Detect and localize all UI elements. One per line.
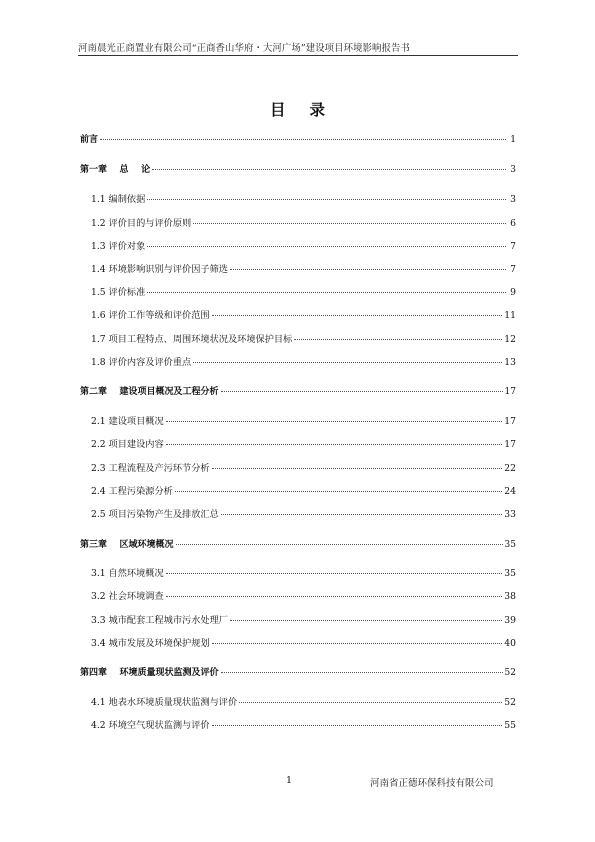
toc-entry-label: 第三章 区域环境概况 <box>80 540 174 550</box>
dot-leader <box>100 139 506 140</box>
dot-leader <box>175 491 502 492</box>
toc-entry-label: 2.5 项目污染物产生及排放汇总 <box>91 509 219 520</box>
toc-entry-label: 第四章 环境质量现状监测及评价 <box>80 668 219 678</box>
dot-leader <box>166 573 503 574</box>
dot-leader <box>147 292 506 293</box>
toc-entry-page: 39 <box>504 615 516 626</box>
toc-entry-page: 11 <box>504 310 516 321</box>
dot-leader <box>166 444 503 445</box>
toc-entry-page: 55 <box>504 720 516 731</box>
toc-entry-label: 4.1 地表水环境质量现状监测与评价 <box>91 697 238 708</box>
toc-entry-chapter-1[interactable] <box>80 164 516 176</box>
toc-entry-page: 17 <box>504 387 516 397</box>
toc-entry-label: 1.8 评价内容及评价重点 <box>91 357 192 368</box>
toc-entry-section-3-1[interactable] <box>80 568 516 580</box>
toc-entry-section-1-5[interactable] <box>80 287 516 299</box>
dot-leader <box>147 199 506 200</box>
toc-entry-page: 40 <box>504 638 516 649</box>
dot-leader <box>221 672 503 673</box>
dot-leader <box>193 362 502 363</box>
toc-entry-page: 17 <box>504 416 516 427</box>
toc-entry-page: 9 <box>510 287 516 298</box>
toc-entry-label: 第一章 总 论 <box>80 165 151 175</box>
toc-entry-label: 1.3 评价对象 <box>91 241 146 252</box>
toc-entry-chapter-2[interactable] <box>80 386 516 398</box>
toc-entry-page: 7 <box>510 241 516 252</box>
toc-entry-page: 33 <box>504 509 516 520</box>
toc-entry-section-1-3[interactable] <box>80 241 516 253</box>
toc-entry-label: 4.2 环境空气现状监测与评价 <box>91 720 210 731</box>
toc-entry-page: 35 <box>504 540 516 550</box>
dot-leader <box>212 315 503 316</box>
toc-entry-section-1-6[interactable] <box>80 310 516 322</box>
dot-leader <box>166 421 503 422</box>
dot-leader <box>221 514 503 515</box>
toc-entry-page: 6 <box>510 218 516 229</box>
toc-entry-chapter-3[interactable] <box>80 539 516 551</box>
toc-entry-label: 2.4 工程污染源分析 <box>91 486 173 497</box>
toc-entry-page: 17 <box>504 439 516 450</box>
toc-entry-section-4-1[interactable] <box>80 697 516 709</box>
toc-entry-section-1-8[interactable] <box>80 357 516 369</box>
toc-entry-page: 52 <box>504 668 516 678</box>
dot-leader <box>166 596 503 597</box>
toc-entry-page: 13 <box>504 357 516 368</box>
running-header: 河南晨光正商置业有限公司“正商香山华府・大河广场”建设项目环境影响报告书 <box>78 43 410 54</box>
toc-entry-section-1-4[interactable] <box>80 264 516 276</box>
toc-entry-section-3-4[interactable] <box>80 638 516 650</box>
dot-leader <box>230 620 502 621</box>
toc-entry-label: 3.2 社会环境调查 <box>91 591 164 602</box>
dot-leader <box>147 246 506 247</box>
toc-entry-label: 1.5 评价标准 <box>91 287 146 298</box>
toc-entry-page: 24 <box>504 486 516 497</box>
footer-company-name: 河南省正德环保科技有限公司 <box>370 778 494 789</box>
toc-entry-page: 38 <box>504 591 516 602</box>
dot-leader <box>230 269 506 270</box>
toc-entry-preface[interactable] <box>80 134 516 146</box>
toc-entry-chapter-4[interactable] <box>80 667 516 679</box>
toc-entry-label: 3.1 自然环境概况 <box>91 568 164 579</box>
dot-leader <box>176 544 503 545</box>
dot-leader <box>212 468 503 469</box>
toc-entry-label: 3.3 城市配套工程城市污水处理厂 <box>91 615 228 626</box>
toc-entry-label: 2.3 工程流程及产污环节分析 <box>91 463 210 474</box>
toc-entry-label: 3.4 城市发展及环境保护规划 <box>91 638 210 649</box>
dot-leader <box>193 223 506 224</box>
toc-entry-section-1-2[interactable] <box>80 218 516 230</box>
dot-leader <box>239 702 502 703</box>
toc-entry-page: 3 <box>510 194 516 205</box>
toc-entry-page: 52 <box>504 697 516 708</box>
toc-entry-section-2-5[interactable] <box>80 509 516 521</box>
toc-entry-section-2-4[interactable] <box>80 486 516 498</box>
toc-entry-label: 1.6 评价工作等级和评价范围 <box>91 310 210 321</box>
dot-leader <box>152 169 506 170</box>
toc-entry-label: 1.7 项目工程特点、周围环境状况及环境保护目标 <box>91 334 293 345</box>
toc-entry-section-3-2[interactable] <box>80 591 516 603</box>
toc-entry-section-4-2[interactable] <box>80 720 516 732</box>
toc-entry-page: 3 <box>510 165 516 175</box>
dot-leader <box>212 725 503 726</box>
dot-leader <box>212 643 503 644</box>
toc-entry-section-3-3[interactable] <box>80 615 516 627</box>
toc-entry-label: 第二章 建设项目概况及工程分析 <box>80 387 219 397</box>
toc-entry-page: 22 <box>504 463 516 474</box>
toc-entry-label: 1.2 评价目的与评价原则 <box>91 218 192 229</box>
toc-entry-page: 7 <box>510 264 516 275</box>
toc-entry-label: 1.4 环境影响识别与评价因子筛选 <box>91 264 228 275</box>
dot-leader <box>221 391 503 392</box>
toc-entry-section-2-2[interactable] <box>80 439 516 451</box>
toc-title: 目录 <box>269 101 349 119</box>
toc-entry-section-2-1[interactable] <box>80 416 516 428</box>
header-divider <box>78 55 518 56</box>
page-number: 1 <box>286 775 293 786</box>
toc-entry-label: 1.1 编制依据 <box>91 194 146 205</box>
toc-entry-section-1-7[interactable] <box>80 334 516 346</box>
toc-entry-page: 35 <box>504 568 516 579</box>
toc-entry-page: 1 <box>510 135 516 145</box>
toc-entry-page: 12 <box>504 334 516 345</box>
toc-entry-section-1-1[interactable] <box>80 194 516 206</box>
toc-entry-section-2-3[interactable] <box>80 463 516 475</box>
toc-entry-label: 2.1 建设项目概况 <box>91 416 164 427</box>
toc-entry-label: 2.2 项目建设内容 <box>91 439 164 450</box>
dot-leader <box>294 339 502 340</box>
toc-entry-label: 前言 <box>80 135 99 145</box>
